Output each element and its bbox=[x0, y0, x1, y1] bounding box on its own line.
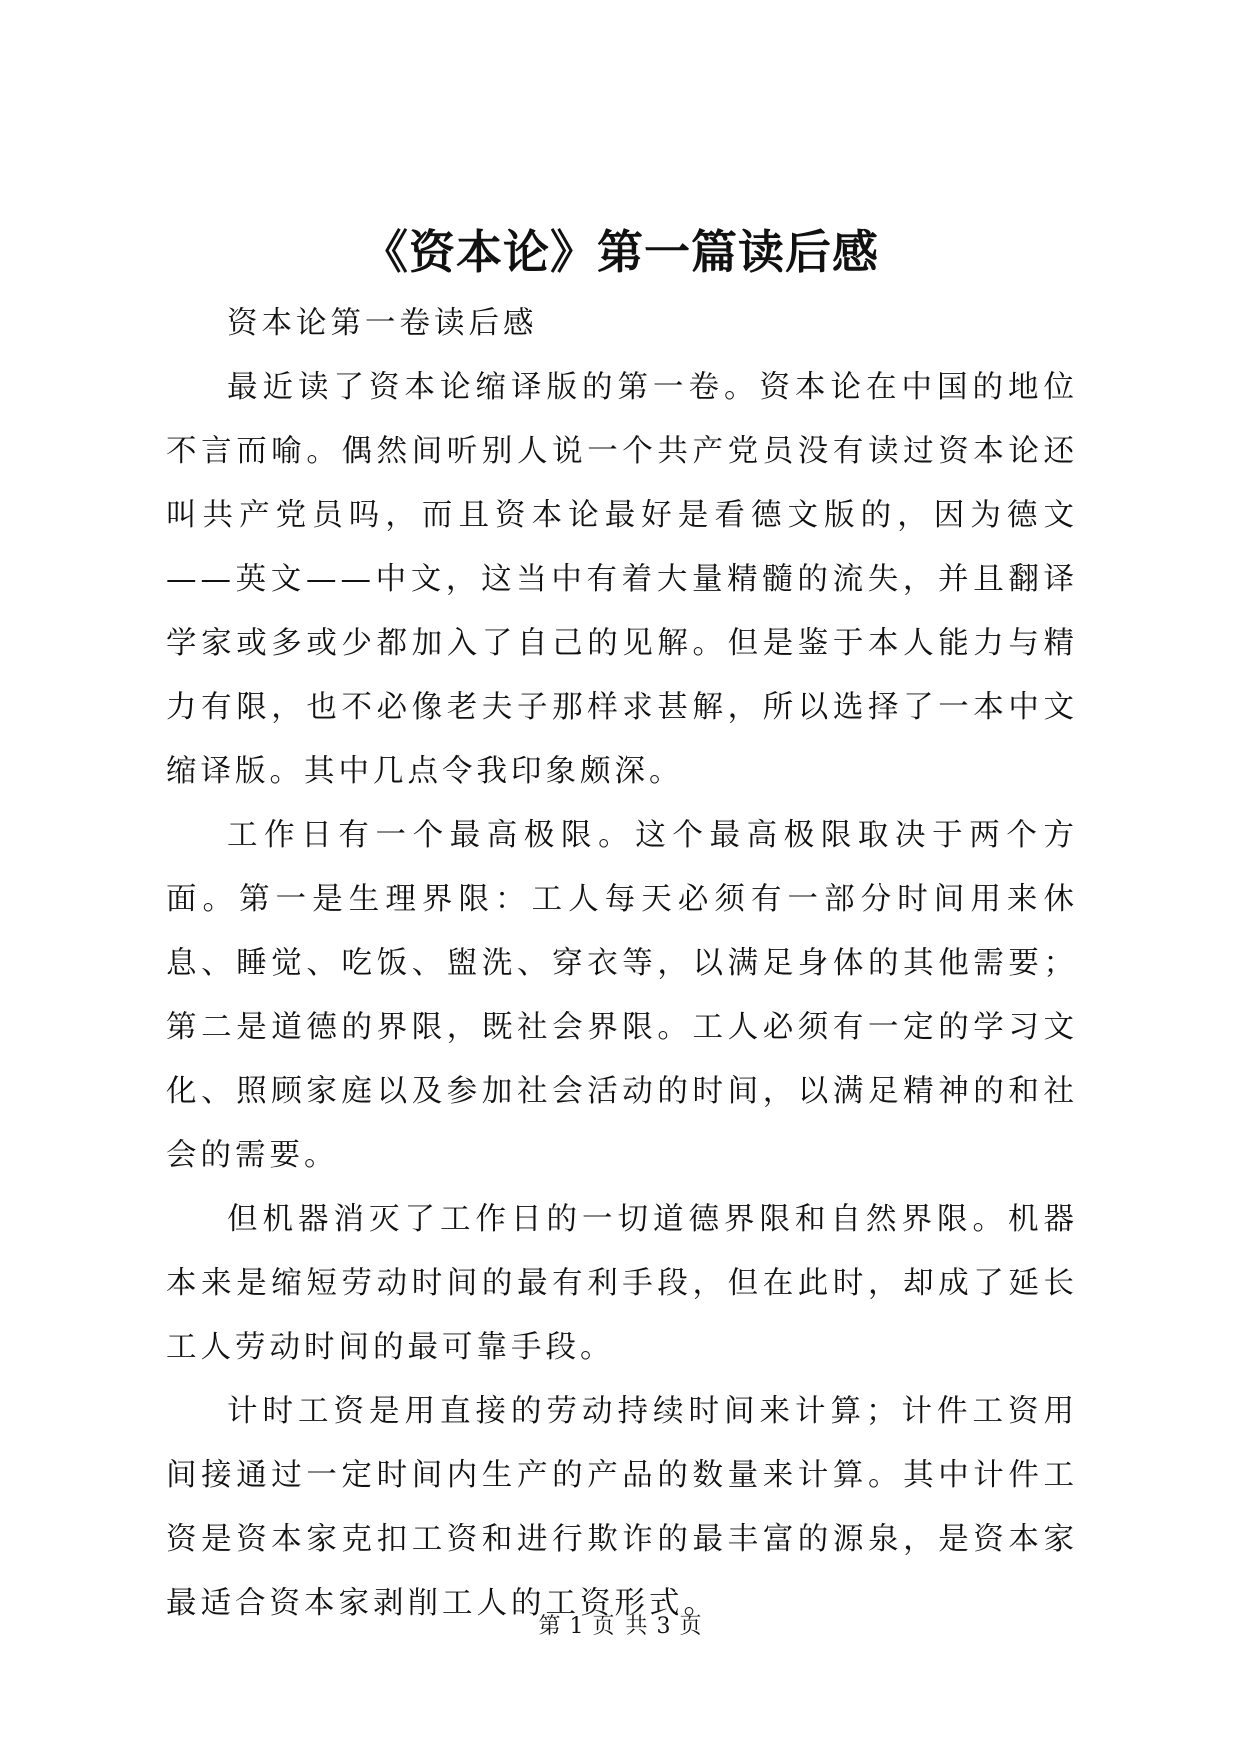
paragraph: 最近读了资本论缩译版的第一卷。资本论在中国的地位不言而喻。偶然间听别人说一个共产党员没有读过资本论还叫共产党员吗，而且资本论最好是看德文版的，因为德文——英文——中文，这当中有着大量精髓的流失，并且翻译学家或多或少都加入了自己的见解。但是鉴于本人能力与精力有限，也不必像老夫子那样求甚解，所以选择了一本中文缩译版。其中几点令我印象颇深。 bbox=[166, 370, 1078, 789]
page-footer bbox=[0, 1612, 1241, 1642]
paragraph: 但机器消灭了工作日的一切道德界限和自然界限。机器本来是缩短劳动时间的最有利手段，但在此时，却成了延长工人劳动时间的最可靠手段。 bbox=[166, 1202, 1078, 1365]
paragraph: 计时工资是用直接的劳动持续时间来计算；计件工资用间接通过一定时间内生产的产品的数量来计算。其中计件工资是资本家克扣工资和进行欺诈的最丰富的源泉，是资本家最适合资本家剥削工人的工资形式。 bbox=[166, 1394, 1078, 1621]
page-total: 共 3 页 bbox=[625, 1614, 703, 1639]
paragraph: 工作日有一个最高极限。这个最高极限取决于两个方面。第一是生理界限：工人每天必须有一部分时间用来休息、睡觉、吃饭、盥洗、穿衣等，以满足身体的其他需要；第二是道德的界限，既社会界限。工人必须有一定的学习文化、照顾家庭以及参加社会活动的时间，以满足精神的和社会的需要。 bbox=[166, 818, 1078, 1173]
document-body bbox=[166, 292, 1078, 1636]
page-number: 第 1 页 bbox=[538, 1614, 616, 1639]
document-subtitle: 资本论第一卷读后感 bbox=[227, 306, 538, 341]
document-title: 《资本论》第一篇读后感 bbox=[362, 225, 879, 279]
